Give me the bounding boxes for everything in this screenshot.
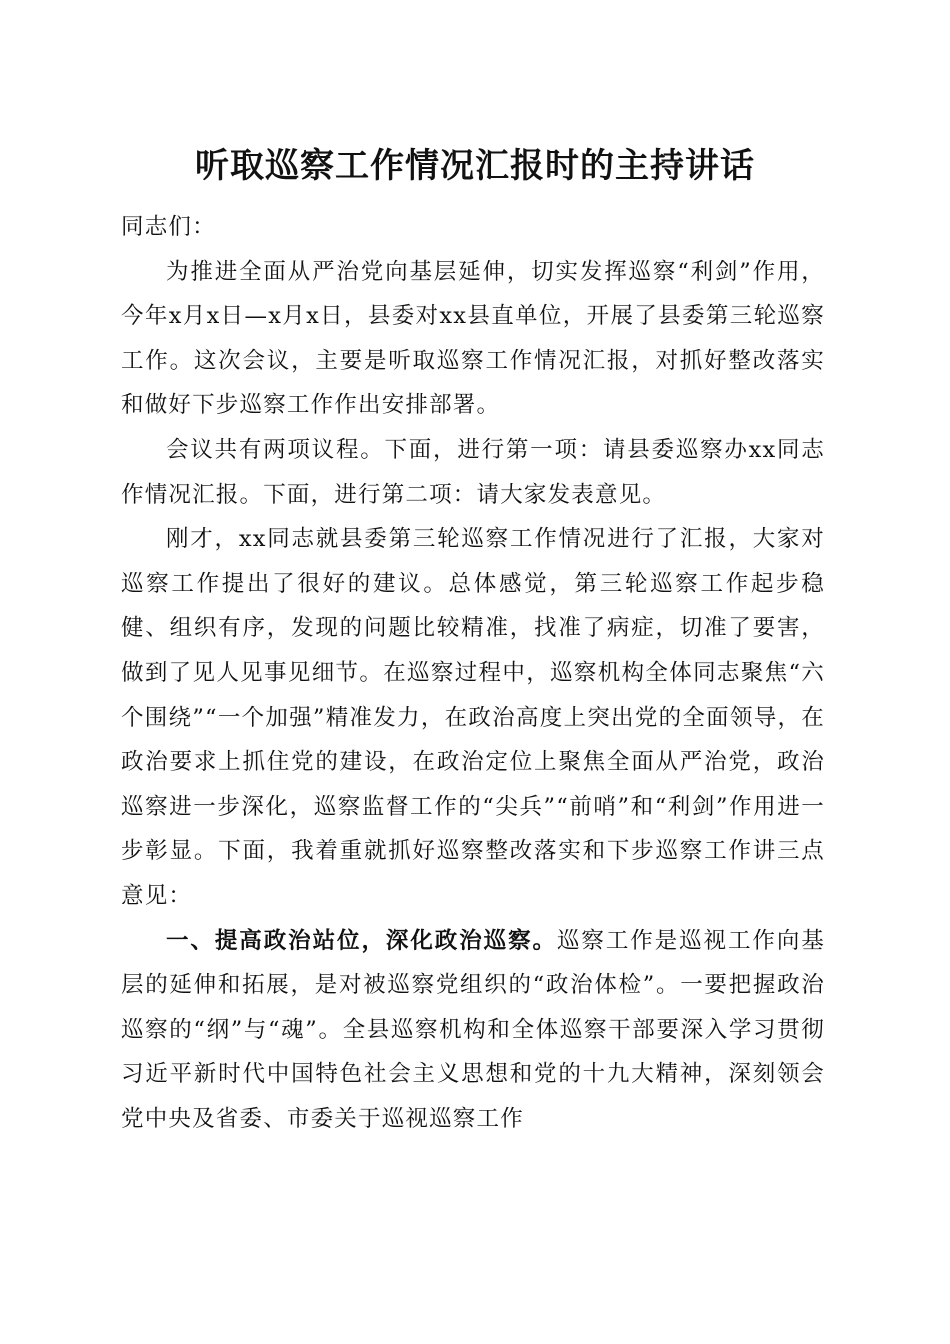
document-body (121, 205, 825, 1141)
paragraph-summary: 刚才，xx同志就县委第三轮巡察工作情况进行了汇报，大家对巡察工作提出了很好的建议。总体感觉，第三轮巡察工作起步稳健、组织有序，发现的问题比较精准，找准了病症，切准了要害，做到了见人见事见细节。在巡察过程中，巡察机构全体同志聚焦“六个围绕”“一个加强”精准发力，在政治高度上突出党的全面领导，在政治要求上抓住党的建设，在政治定位上聚焦全面从严治党，政治巡察进一步深化，巡察监督工作的“尖兵”“前哨”和“利剑”作用进一步彰显。下面，我着重就抓好巡察整改落实和下步巡察工作讲三点意见： (121, 526, 825, 909)
paragraph-section-one (121, 919, 825, 1142)
document-title: 听取巡察工作情况汇报时的主持讲话 (195, 146, 755, 186)
paragraph-intro: 为推进全面从严治党向基层延伸，切实发挥巡察“利剑”作用，今年x月x日—x月x日，县委对xx县直单位，开展了县委第三轮巡察工作。这次会议，主要是听取巡察工作情况汇报，对抓好整改落实和做好下步巡察工作作出安排部署。 (121, 258, 825, 419)
section-one-heading: 一、提高政治站位，深化政治巡察。 (166, 927, 557, 954)
section-one-text: 巡察工作是巡视工作向基层的延伸和拓展，是对被巡察党组织的“政治体检”。一要把握政治巡察的“纲”与“魂”。全县巡察机构和全体巡察干部要深入学习贯彻习近平新时代中国特色社会主义思想和党的十九大精神，深刻领会党中央及省委、市委关于巡视巡察工作 (121, 927, 825, 1132)
paragraph-agenda: 会议共有两项议程。下面，进行第一项：请县委巡察办xx同志作情况汇报。下面，进行第二项：请大家发表意见。 (121, 436, 825, 508)
salutation: 同志们： (121, 214, 216, 240)
